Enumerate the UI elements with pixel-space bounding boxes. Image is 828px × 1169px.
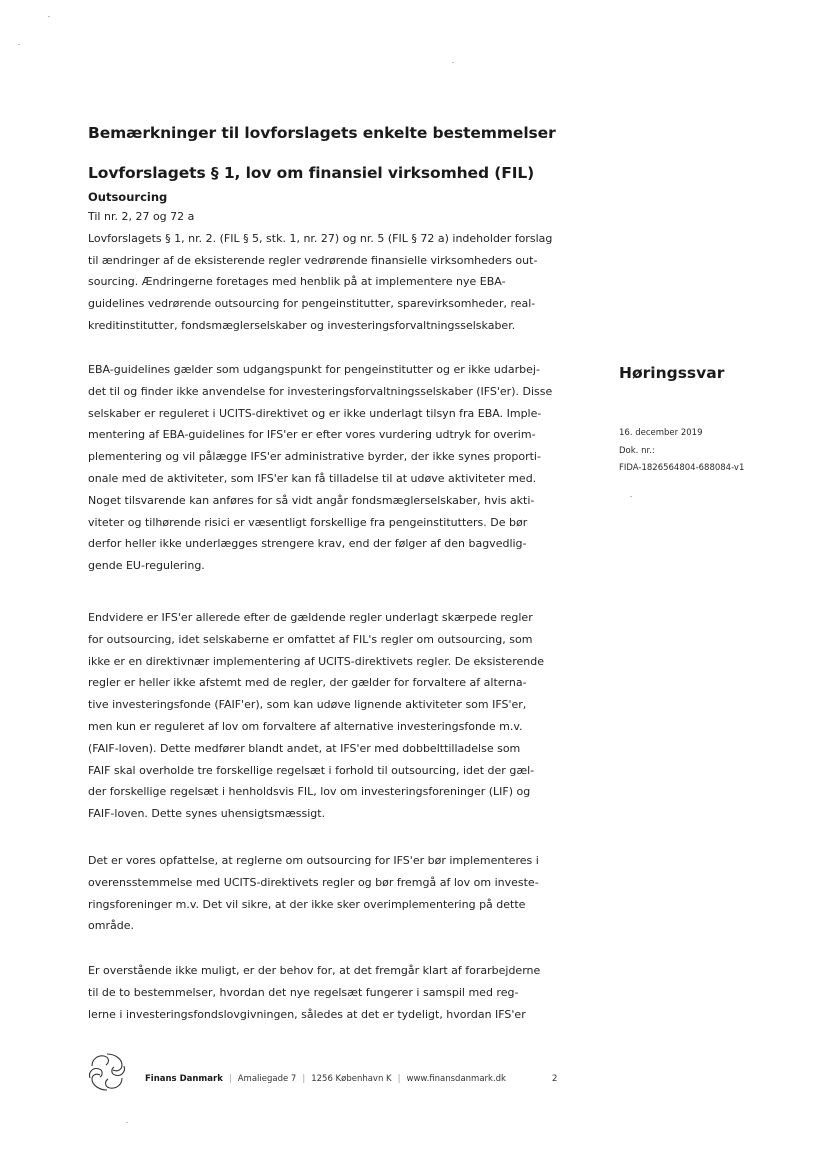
text-line: tive investeringsfonde (FAIF'er), som kan udøve lignende aktiviteter som IFS'er, [88,698,527,712]
text-line: område. [88,919,134,933]
section-heading: Lovforslagets § 1, lov om finansiel virksomhed (FIL) [88,164,535,182]
text-line: sourcing. Ændringerne foretages med henblik på at implementere nye EBA- [88,275,506,289]
footer-brand: Finans Danmark [145,1074,223,1084]
text-line: for outsourcing, idet selskaberne er omfattet af FIL's regler om outsourcing, som [88,632,533,646]
paragraph-1 [88,206,552,337]
text-line: Endvidere er IFS'er allerede efter de gældende regler underlagt skærpede regler [88,611,533,624]
text-line: gende EU-regulering. [88,559,205,573]
footer-divider: | [228,1074,232,1084]
text-line: til ændringer af de eksisterende regler vedrørende finansielle virksomheders out- [88,253,538,267]
document-number-label: Dok. nr.: [619,446,655,456]
paragraph-5 [88,960,540,1025]
text-line: overensstemmelse med UCITS-direktivets regler og bør fremgå af lov om investe- [88,875,539,889]
document-number: FIDA-1826564804-688084-v1 [619,463,745,473]
text-line: FAIF skal overholde tre forskellige regelsæt i forhold til outsourcing, idet der gæl- [88,763,535,777]
scan-speck [452,62,454,63]
text-line: ikke er en direktivnær implementering af UCITS-direktivets regler. De eksisterende [88,654,544,668]
text-line: FAIF-loven. Dette synes uhensigtsmæssigt. [88,807,326,821]
text-line: onale med de aktiviteter, som IFS'er kan få tilladelse til at udøve aktiviteter med. [88,471,537,485]
text-line: guidelines vedrørende outsourcing for pengeinstitutter, sparevirksomheder, real- [88,297,536,311]
footer-contact [145,1074,506,1084]
footer-divider: | [397,1074,401,1084]
text-line: til de to bestemmelser, hvordan det nye regelsæt fungerer i samspil med reg- [88,985,519,999]
text-line: plementering og vil pålægge IFS'er administrative byrder, der ikke synes proporti- [88,450,541,464]
subsection-heading: Outsourcing [88,190,168,204]
scan-speck [48,16,50,17]
footer-address: Amaliegade 7 [237,1074,297,1084]
text-line: derfor heller ikke underlægges strengere krav, end der følger af den bagvedlig- [88,537,527,551]
paragraph-2 [88,359,552,577]
text-line: Lovforslagets § 1, nr. 2. (FIL § 5, stk. 1, nr. 27) og nr. 5 (FIL § 72 a) indeholder forslag [88,231,553,245]
scan-speck [630,496,632,497]
text-line: Det er vores opfattelse, at reglerne om outsourcing for IFS'er bør implementeres i [88,854,539,867]
text-line: Noget tilsvarende kan anføres for så vidt angår fondsmæglerselskaber, hvis akti- [88,493,535,507]
document-date: 16. december 2019 [619,428,703,438]
sidebar-title: Høringssvar [619,364,725,382]
text-line: lerne i investeringsfondslovgivningen, således at det er tydeligt, hvordan IFS'er [88,1007,526,1021]
text-line: men kun er reguleret af lov om forvaltere af alternative investeringsfonde m.v. [88,719,523,733]
page-footer [0,1050,828,1100]
text-line: kreditinstitutter, fondsmæglerselskaber og investeringsforvaltningsselskaber. [88,318,516,332]
page-number: 2 [552,1074,558,1084]
footer-website[interactable]: www.finansdanmark.dk [406,1074,506,1084]
paragraph-3 [88,607,544,825]
scan-speck [18,44,20,45]
footer-city: 1256 København K [311,1074,392,1084]
scan-speck [126,1122,128,1123]
text-line: mentering af EBA-guidelines for IFS'er er efter vores vurdering udtryk for overim- [88,428,536,442]
text-line: (FAIF-loven). Dette medfører blandt andet, at IFS'er med dobbelttilladelse som [88,741,521,755]
text-line: viteter og tilhørende risici er væsentligt forskellige fra pengeinstitutters. De bør [88,515,528,529]
text-line: der forskellige regelsæt i henholdsvis FIL, lov om investeringsforeninger (LIF) og [88,785,531,799]
text-line: ringsforeninger m.v. Det vil sikre, at der ikke sker overimplementering på dette [88,897,526,911]
text-line: Er overstående ikke muligt, er der behov for, at det fremgår klart af forarbejderne [88,964,541,977]
text-line: Til nr. 2, 27 og 72 a [88,210,195,223]
text-line: selskaber er reguleret i UCITS-direktivet og er ikke underlagt tilsyn fra EBA. Imple- [88,406,542,420]
text-line: EBA-guidelines gælder som udgangspunkt for pengeinstitutter og er ikke udarbej- [88,363,540,376]
main-heading: Bemærkninger til lovforslagets enkelte bestemmelser [88,124,556,142]
text-line: regler er heller ikke afstemt med de regler, der gælder for forvaltere af alterna- [88,676,527,690]
text-line: det til og finder ikke anvendelse for investeringsforvaltningsselskaber (IFS'er). Disse [88,384,553,398]
finans-danmark-logo-icon [84,1050,130,1094]
paragraph-4 [88,850,539,937]
footer-divider: | [302,1074,306,1084]
